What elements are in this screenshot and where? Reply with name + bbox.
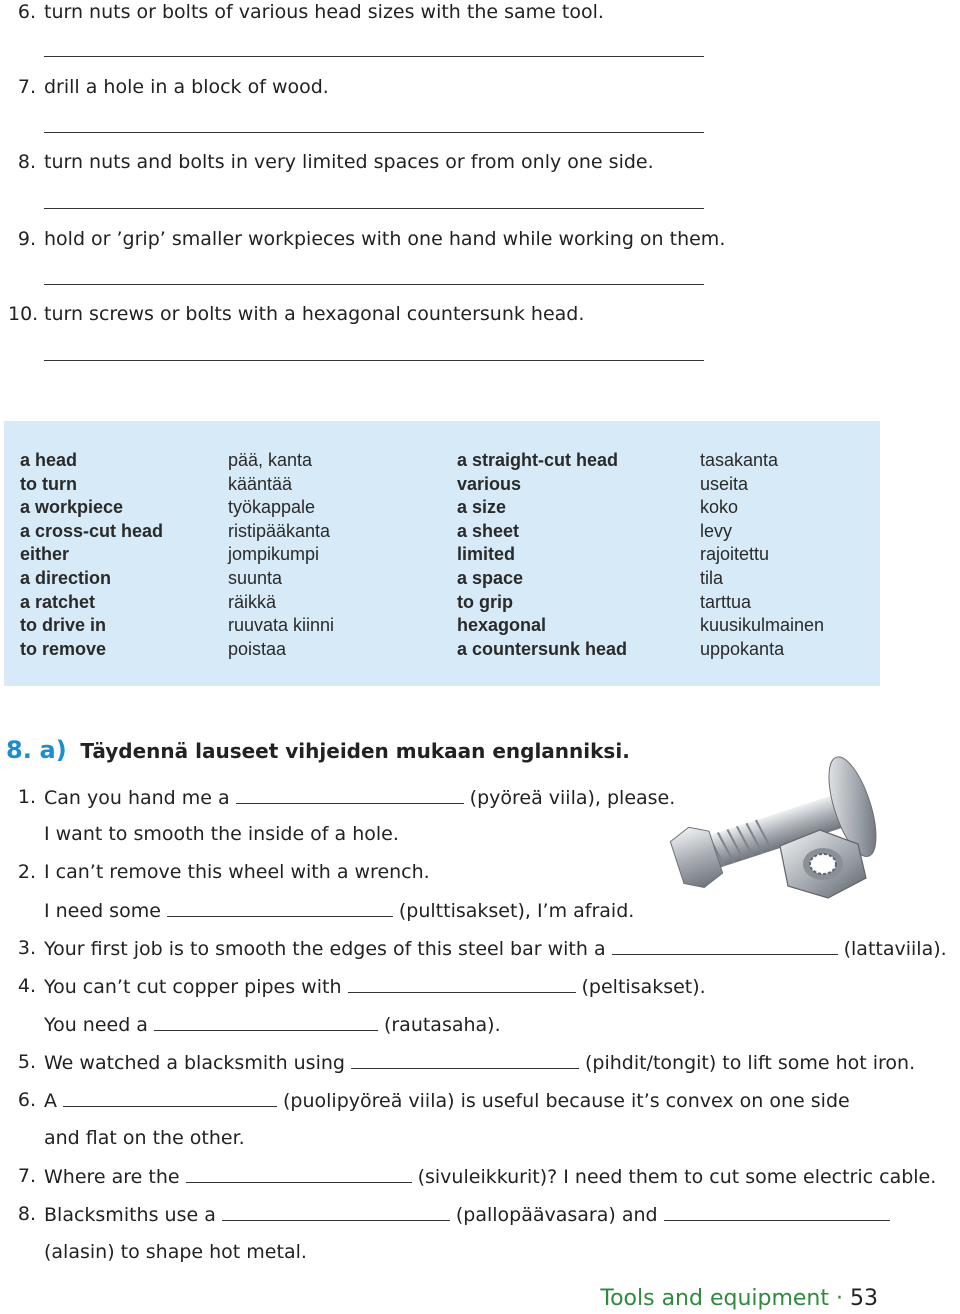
vocab-translation: ristipääkanta [228,520,331,541]
answer-blank[interactable] [664,1202,890,1221]
item-text: turn nuts and bolts in very limited spaces or from only one side. [44,151,654,173]
vocab-translation: suunta [228,567,283,588]
exercise-heading [6,736,630,764]
item-number: 8. [17,151,36,173]
vocab-translation: ruuvata kiinni [228,615,335,636]
answer-blank[interactable] [154,1012,378,1031]
exercise-part: a) [39,736,67,764]
line-number: 4. [17,975,36,997]
vocab-col-english-2 [457,449,627,661]
answer-line[interactable] [44,208,704,209]
answer-line[interactable] [44,56,704,57]
vocabulary-box [4,421,880,686]
line-text-before: Blacksmiths use a [44,1204,216,1226]
line-text-before: (alasin) to shape hot metal. [44,1241,307,1263]
footer-section: Tools and equipment · [600,1286,843,1311]
line-text-before: I want to smooth the inside of a hole. [44,823,399,845]
vocab-term: a straight-cut head [457,450,619,470]
vocab-term: a direction [20,567,112,588]
page-footer [600,1286,878,1311]
line-text-before: Where are the [44,1166,180,1188]
line-text-after: (sivuleikkurit)? I need them to cut some electric cable. [417,1166,937,1188]
item-text: drill a hole in a block of wood. [44,76,329,98]
answer-blank[interactable] [612,936,838,955]
vocab-col-english-1 [20,449,163,661]
item-number: 10. [8,303,39,325]
vocab-term: various [457,473,522,494]
line-text-after: (rautasaha). [383,1014,501,1036]
vocab-term: a space [457,567,524,588]
answer-blank[interactable] [351,1050,579,1069]
vocab-translation: kuusikulmainen [700,615,825,636]
line-text-after: (pyöreä viila), please. [469,787,676,809]
answer-blank[interactable] [186,1164,412,1183]
vocab-col-finnish-2 [700,449,824,661]
vocab-translation: tila [700,567,724,588]
exercise-title: Täydennä lauseet vihjeiden mukaan englanniksi. [80,739,630,763]
vocab-term: to remove [20,638,107,659]
line-number: 5. [17,1051,36,1073]
line-text-after: (peltisakset). [581,976,706,998]
vocab-term: a size [457,497,507,518]
vocab-translation: työkappale [228,497,316,518]
vocab-term: hexagonal [457,615,547,636]
line-text-after: (pallopäävasara) and [455,1204,658,1226]
line-text-after: (pulttisakset), I’m afraid. [398,900,635,922]
answer-line[interactable] [44,284,704,285]
item-text: turn screws or bolts with a hexagonal countersunk head. [44,303,585,325]
line-text-before: You need a [44,1014,148,1036]
line-number: 2. [17,861,36,883]
page-number: 53 [850,1286,878,1311]
line-text-after: (puolipyöreä viila) is useful because it’s convex on one side [283,1090,850,1112]
vocab-term: to drive in [20,615,107,636]
vocab-translation: kääntää [228,473,293,494]
vocab-translation: tasakanta [700,450,779,470]
line-text-after: (pihdit/tongit) to lift some hot iron. [584,1052,916,1074]
line-text-before: I can’t remove this wheel with a wrench. [44,861,430,883]
line-number: 7. [17,1165,36,1187]
answer-blank[interactable] [167,898,393,917]
line-number: 1. [17,786,36,808]
vocab-translation: räikkä [228,591,277,612]
line-text-before: A [44,1090,57,1112]
vocab-translation: tarttua [700,591,752,612]
vocab-translation: useita [700,473,749,494]
line-text-before: I need some [44,900,161,922]
vocab-term: limited [457,544,516,565]
answer-line[interactable] [44,132,704,133]
line-text-before: We watched a blacksmith using [44,1052,345,1074]
item-number: 6. [17,1,36,23]
answer-blank[interactable] [348,974,576,993]
vocab-translation: rajoitettu [700,544,770,565]
line-number: 6. [17,1089,36,1111]
line-text-before: and flat on the other. [44,1127,245,1149]
line-text-before: Can you hand me a [44,787,230,809]
vocab-col-finnish-1 [228,449,334,661]
bolt-and-nuts-photo [660,718,910,918]
vocab-term: a ratchet [20,591,96,612]
vocab-translation: poistaa [228,638,287,659]
answer-blank[interactable] [222,1202,450,1221]
line-number: 8. [17,1203,36,1225]
line-number: 3. [17,937,36,959]
vocab-translation: uppokanta [700,638,785,659]
vocab-term: either [20,544,70,565]
vocab-term: a cross-cut head [20,520,164,541]
vocab-translation: koko [700,497,739,518]
vocab-translation: jompikumpi [228,544,320,565]
answer-line[interactable] [44,360,704,361]
vocab-term: to turn [20,473,77,494]
vocab-translation: levy [700,520,733,541]
line-text-before: Your first job is to smooth the edges of this steel bar with a [44,938,606,960]
vocab-term: a head [20,450,78,470]
item-number: 7. [17,76,36,98]
item-text: hold or ’grip’ smaller workpieces with one hand while working on them. [44,228,726,250]
exercise-number: 8. [6,736,32,764]
line-text-before: You can’t cut copper pipes with [44,976,342,998]
item-text: turn nuts or bolts of various head sizes with the same tool. [44,1,604,23]
vocab-term: to grip [457,591,513,612]
vocab-term: a countersunk head [457,638,628,659]
vocab-term: a sheet [457,520,520,541]
vocab-translation: pää, kanta [228,450,313,470]
vocab-term: a workpiece [20,497,124,518]
item-number: 9. [17,228,36,250]
answer-blank[interactable] [236,785,464,804]
line-text-after: (lattaviila). [843,938,947,960]
answer-blank[interactable] [63,1088,277,1107]
